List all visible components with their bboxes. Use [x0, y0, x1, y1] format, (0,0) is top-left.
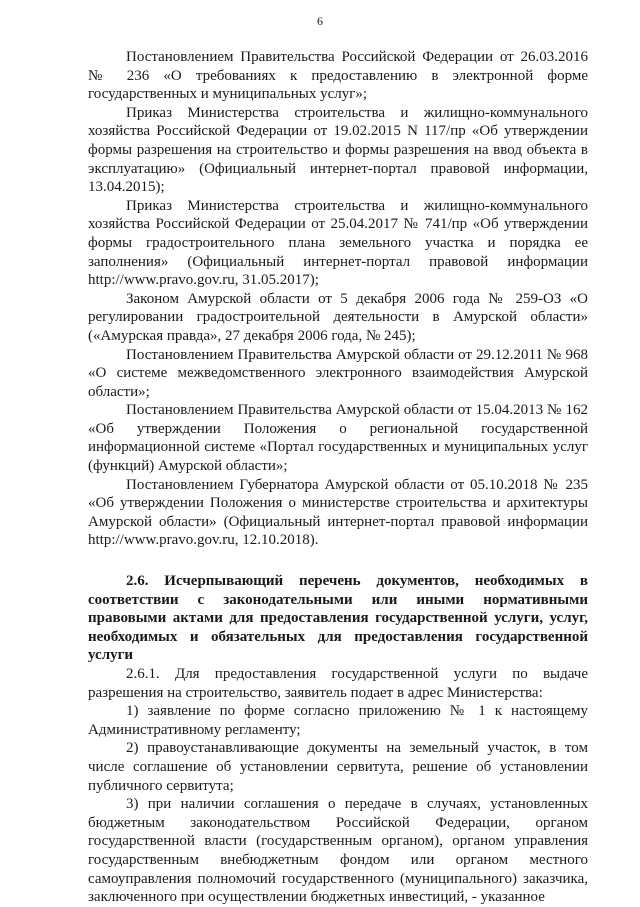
- list-item-2: 2) правоустанавливающие документы на земельный участок, в том числе соглашение об установлении сервитута, решение об установлении публичного сервитута;: [88, 740, 588, 794]
- paragraph-order-741: Приказ Министерства строительства и жилищно-коммунального хозяйства Российской Федерации от 25.04.2017 № 741/пр «Об утверждении формы градостроительного плана земельного участка и порядка ее заполнения» (Официальный интернет-портал правовой информации http://www.pravo.gov.ru, 31.05.2017);: [88, 197, 588, 289]
- paragraph-order-117: Приказ Министерства строительства и жилищно-коммунального хозяйства Российской Федерации от 19.02.2015 N 117/пр «Об утверждении формы разрешения на строительство и формы разрешения на ввод объекта в эксплуатацию» (Официальный интернет-портал правовой информации, 13.04.2015);: [88, 104, 588, 196]
- paragraph-law-259: Законом Амурской области от 5 декабря 2006 года № 259-ОЗ «О регулировании градостроительной деятельности в Амурской области» («Амурская правда», 27 декабря 2006 года, № 245);: [88, 290, 588, 344]
- paragraph-2-6-1: 2.6.1. Для предоставления государственной услуги по выдаче разрешения на строительство, заявитель подает в адрес Министерства:: [88, 666, 588, 701]
- paragraph-decree-968: Постановлением Правительства Амурской области от 29.12.2011 № 968 «О системе межведомственного электронного взаимодействия Амурской области»;: [88, 346, 588, 400]
- paragraph-decree-235: Постановлением Губернатора Амурской области от 05.10.2018 № 235 «Об утверждении Положения о министерстве строительства и архитектуры Амурской области» (Официальный интернет-портал правовой информации http://www.pravo.gov.ru, 12.10.2018).: [88, 476, 588, 549]
- list-item-1: 1) заявление по форме согласно приложению № 1 к настоящему Административному регламенту;: [88, 703, 588, 738]
- paragraph-decree-162: Постановлением Правительства Амурской области от 15.04.2013 № 162 «Об утверждении Положения о региональной государственной информационной системе «Портал государственных и муниципальных услуг (функций) Амурской области»;: [88, 402, 588, 475]
- document-body: [88, 48, 588, 907]
- list-item-3: 3) при наличии соглашения о передаче в случаях, установленных бюджетным законодательством Российской Федерации, органом государственной власти (государственным органом), органом управления государственным внебюджетным фондом или органом местного самоуправления полномочий государственного (муниципального) заказчика, заключенного при осуществлении бюджетных инвестиций, - указанное: [88, 796, 588, 906]
- section-heading-2-6: 2.6. Исчерпывающий перечень документов, необходимых в соответствии с законодательными или иными нормативными правовыми актами для предоставления государственной услуги, услуг, необходимых и обязательных для предоставления государственной услуги: [88, 573, 588, 664]
- page-number: 6: [317, 14, 323, 28]
- paragraph-decree-236: Постановлением Правительства Российской Федерации от 26.03.2016 № 236 «О требованиях к предоставлению в электронной форме государственных и муниципальных услуг»;: [88, 49, 588, 103]
